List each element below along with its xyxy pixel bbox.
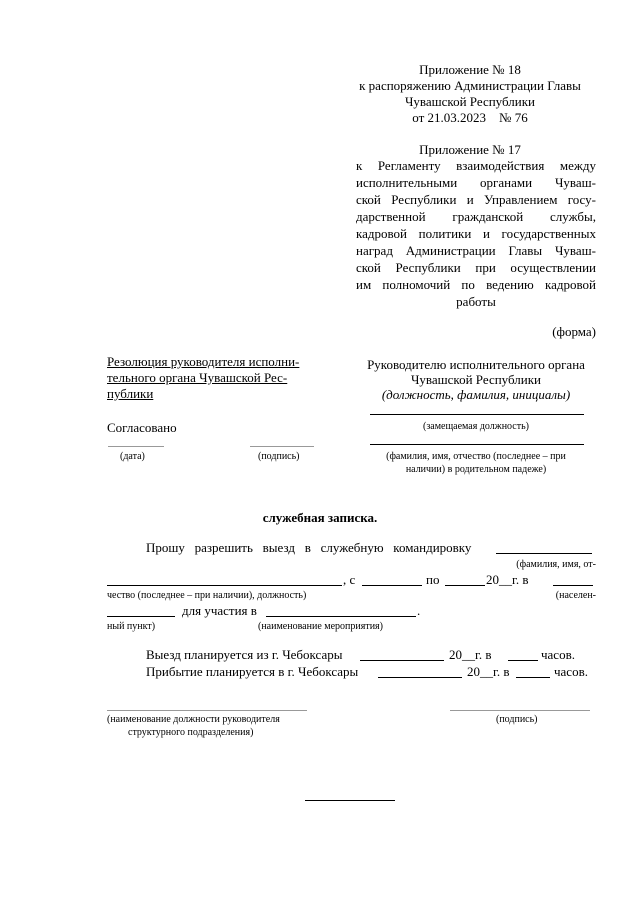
fio-caption-a: (фамилия, имя, от- bbox=[516, 559, 596, 570]
arrival-hour-line bbox=[516, 677, 550, 678]
appendix-18-date: от 21.03.2023 № 76 bbox=[412, 110, 528, 125]
departure-hour-line bbox=[508, 660, 538, 661]
head-position-caption: структурного подразделения) bbox=[128, 727, 254, 738]
appendix-18-line3: Чувашской Республики bbox=[404, 94, 536, 109]
addressee-line2: Чувашской Республики bbox=[410, 372, 542, 387]
fio-caption: (фамилия, имя, отчество (последнее – при bbox=[386, 451, 566, 462]
fio-caption: наличии) в родительном падеже) bbox=[405, 464, 547, 475]
form-label: (форма) bbox=[552, 324, 596, 339]
place-fill-line bbox=[553, 585, 593, 586]
addressee-line3: (должность, фамилия, инициалы) bbox=[381, 387, 571, 402]
head-position-caption: (наименование должности руководителя bbox=[107, 714, 280, 725]
resolution-line: тельного органа Чувашской Рес- bbox=[107, 370, 288, 385]
arrival-hours: часов. bbox=[554, 664, 588, 679]
head-signature-caption: (подпись) bbox=[496, 714, 538, 725]
place-caption-b: ный пункт) bbox=[107, 621, 156, 632]
appendix-17-line: исполнительными органами Чуваш- bbox=[356, 175, 596, 190]
appendix-17-line: ской Республики и Управлением госу- bbox=[356, 192, 596, 207]
arrival-year: 20__г. в bbox=[467, 664, 510, 679]
fio-line bbox=[370, 444, 584, 445]
agreed-label: Согласовано bbox=[107, 420, 177, 435]
resolution-line: Резолюция руководителя исполни- bbox=[107, 354, 300, 369]
departure-date-line bbox=[360, 660, 444, 661]
document-title: служебная записка. bbox=[262, 510, 378, 525]
position-caption: (замещаемая должность) bbox=[422, 421, 529, 432]
resolution-line: публики bbox=[107, 386, 154, 401]
end-rule bbox=[305, 800, 395, 801]
request-text: Прошу разрешить выезд в служебную командировку bbox=[146, 540, 472, 555]
addressee-line1: Руководителю исполнительного органа bbox=[367, 357, 585, 372]
fio-position-fill-line bbox=[107, 585, 342, 586]
date-line bbox=[108, 446, 164, 447]
departure-text: Выезд планируется из г. Чебоксары bbox=[146, 647, 343, 662]
appendix-18-title: Приложение № 18 bbox=[419, 62, 521, 77]
place-fill-line-2 bbox=[107, 616, 175, 617]
to-label: по bbox=[426, 572, 440, 587]
event-fill-line bbox=[266, 616, 416, 617]
departure-year: 20__г. в bbox=[449, 647, 492, 662]
fio-caption-b: чество (последнее – при наличии), должность) bbox=[107, 590, 307, 601]
departure-hours: часов. bbox=[541, 647, 575, 662]
appendix-17-line: к Регламенту взаимодействия между bbox=[356, 158, 596, 173]
appendix-18-line2: к распоряжению Администрации Главы bbox=[359, 78, 581, 93]
position-line bbox=[370, 414, 584, 415]
appendix-17-title: Приложение № 17 bbox=[419, 142, 521, 157]
appendix-17-line: кадровой политики и государственных bbox=[356, 226, 596, 241]
appendix-17-last-line: работы bbox=[456, 294, 496, 309]
appendix-17-line: дарственной гражданской службы, bbox=[356, 209, 596, 224]
fio-fill-line bbox=[496, 553, 592, 554]
from-label: , с bbox=[343, 572, 356, 587]
signature-caption: (подпись) bbox=[258, 451, 300, 462]
appendix-17-line: ской Республики при осуществлении bbox=[356, 260, 596, 275]
purpose-dot: . bbox=[417, 603, 421, 618]
date-to-line bbox=[445, 585, 485, 586]
appendix-17-line: им полномочий по ведению кадровой bbox=[356, 277, 596, 292]
event-caption: (наименование мероприятия) bbox=[258, 621, 383, 632]
date-from-line bbox=[362, 585, 422, 586]
place-caption-a: (населен- bbox=[555, 590, 596, 601]
year-label: 20__г. в bbox=[486, 572, 529, 587]
purpose-label: для участия в bbox=[182, 603, 257, 618]
signature-line bbox=[250, 446, 314, 447]
head-position-line bbox=[107, 710, 307, 711]
head-signature-line bbox=[450, 710, 590, 711]
arrival-text: Прибытие планируется в г. Чебоксары bbox=[146, 664, 359, 679]
date-caption: (дата) bbox=[120, 451, 145, 462]
appendix-17-line: наград Администрации Главы Чуваш- bbox=[356, 243, 596, 258]
arrival-date-line bbox=[378, 677, 462, 678]
